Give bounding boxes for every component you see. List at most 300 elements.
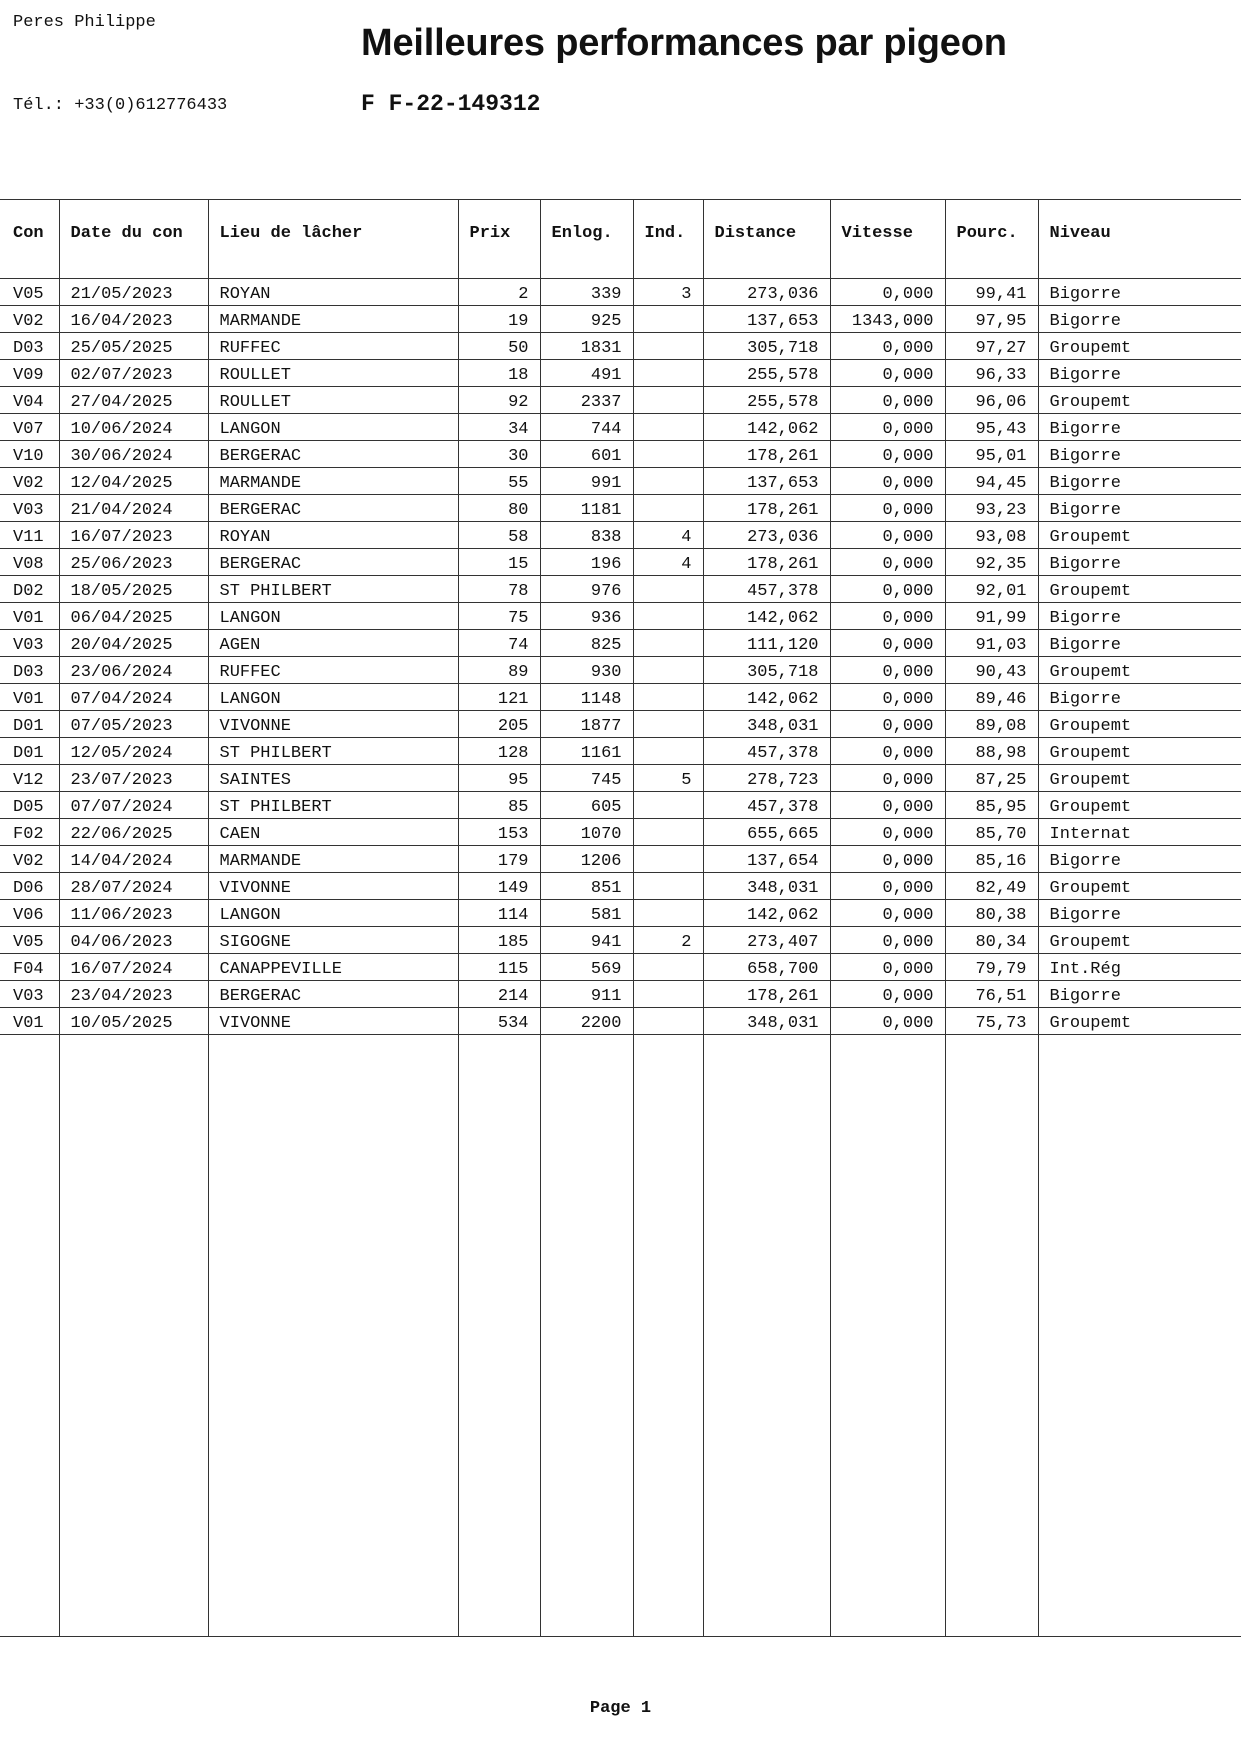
cell-enlog: 744: [540, 414, 633, 441]
cell-prix: 15: [458, 549, 540, 576]
table-row: [0, 495, 1241, 522]
cell-lieu: MARMANDE: [208, 468, 458, 495]
cell-enlog: 569: [540, 954, 633, 981]
cell-pourc: 91,03: [945, 630, 1038, 657]
cell-enlog: 2337: [540, 387, 633, 414]
table-row: [0, 468, 1241, 495]
cell-con: V06: [0, 900, 59, 927]
cell-prix: 179: [458, 846, 540, 873]
cell-date: 07/07/2024: [59, 792, 208, 819]
pigeon-ring-number: F F-22-149312: [361, 91, 541, 117]
table-row: [0, 981, 1241, 1008]
cell-date: 23/04/2023: [59, 981, 208, 1008]
cell-vitesse: 0,000: [830, 873, 945, 900]
table-row: [0, 684, 1241, 711]
cell-prix: 74: [458, 630, 540, 657]
cell-distance: 348,031: [703, 873, 830, 900]
cell-pourc: 96,33: [945, 360, 1038, 387]
cell-enlog: 2200: [540, 1008, 633, 1035]
cell-prix: 34: [458, 414, 540, 441]
cell-distance: 348,031: [703, 1008, 830, 1035]
cell-vitesse: 0,000: [830, 684, 945, 711]
cell-pourc: 93,23: [945, 495, 1038, 522]
cell-lieu: CANAPPEVILLE: [208, 954, 458, 981]
cell-date: 04/06/2023: [59, 927, 208, 954]
cell-pourc: 85,70: [945, 819, 1038, 846]
cell-date: 02/07/2023: [59, 360, 208, 387]
cell-niveau: Bigorre: [1038, 468, 1241, 495]
cell-lieu: BERGERAC: [208, 981, 458, 1008]
cell-pourc: 82,49: [945, 873, 1038, 900]
column-header-lieu: Lieu de lâcher: [208, 200, 458, 279]
cell-enlog: 491: [540, 360, 633, 387]
cell-date: 16/04/2023: [59, 306, 208, 333]
cell-date: 20/04/2025: [59, 630, 208, 657]
phone-number: Tél.: +33(0)612776433: [13, 96, 228, 115]
cell-ind: [633, 846, 703, 873]
cell-date: 14/04/2024: [59, 846, 208, 873]
table-row: [0, 549, 1241, 576]
cell-vitesse: 0,000: [830, 819, 945, 846]
cell-distance: 658,700: [703, 954, 830, 981]
table-row: [0, 279, 1241, 306]
cell-distance: 273,036: [703, 522, 830, 549]
cell-niveau: Bigorre: [1038, 549, 1241, 576]
cell-con: V01: [0, 1008, 59, 1035]
cell-ind: [633, 441, 703, 468]
cell-vitesse: 0,000: [830, 495, 945, 522]
cell-enlog: 851: [540, 873, 633, 900]
cell-niveau: Bigorre: [1038, 414, 1241, 441]
cell-con: D06: [0, 873, 59, 900]
cell-niveau: Int.Rég: [1038, 954, 1241, 981]
cell-niveau: Groupemt: [1038, 576, 1241, 603]
cell-distance: 457,378: [703, 576, 830, 603]
column-header-niveau: Niveau: [1038, 200, 1241, 279]
cell-vitesse: 0,000: [830, 846, 945, 873]
cell-con: F02: [0, 819, 59, 846]
table-row: [0, 711, 1241, 738]
performance-table: [0, 199, 1241, 1637]
cell-prix: 58: [458, 522, 540, 549]
cell-pourc: 95,43: [945, 414, 1038, 441]
table-row: [0, 360, 1241, 387]
cell-date: 30/06/2024: [59, 441, 208, 468]
cell-distance: 305,718: [703, 333, 830, 360]
cell-con: V03: [0, 981, 59, 1008]
cell-niveau: Internat: [1038, 819, 1241, 846]
cell-vitesse: 0,000: [830, 441, 945, 468]
cell-prix: 92: [458, 387, 540, 414]
cell-ind: [633, 981, 703, 1008]
cell-con: V03: [0, 495, 59, 522]
cell-niveau: Groupemt: [1038, 657, 1241, 684]
cell-vitesse: 0,000: [830, 360, 945, 387]
cell-vitesse: 0,000: [830, 468, 945, 495]
table-row: [0, 522, 1241, 549]
page-number: Page 1: [589, 1699, 652, 1718]
cell-con: V04: [0, 387, 59, 414]
table-row: [0, 603, 1241, 630]
cell-enlog: 936: [540, 603, 633, 630]
cell-ind: [633, 495, 703, 522]
cell-date: 10/06/2024: [59, 414, 208, 441]
cell-pourc: 80,38: [945, 900, 1038, 927]
table-row: [0, 873, 1241, 900]
cell-ind: 4: [633, 549, 703, 576]
cell-pourc: 79,79: [945, 954, 1038, 981]
cell-distance: 655,665: [703, 819, 830, 846]
table-row: [0, 819, 1241, 846]
cell-enlog: 1831: [540, 333, 633, 360]
cell-lieu: ROYAN: [208, 522, 458, 549]
cell-niveau: Groupemt: [1038, 333, 1241, 360]
cell-ind: [633, 333, 703, 360]
cell-niveau: Groupemt: [1038, 792, 1241, 819]
cell-prix: 30: [458, 441, 540, 468]
cell-date: 22/06/2025: [59, 819, 208, 846]
cell-prix: 2: [458, 279, 540, 306]
cell-pourc: 97,27: [945, 333, 1038, 360]
cell-con: V12: [0, 765, 59, 792]
cell-pourc: 85,95: [945, 792, 1038, 819]
cell-enlog: 1877: [540, 711, 633, 738]
cell-distance: 111,120: [703, 630, 830, 657]
cell-distance: 255,578: [703, 360, 830, 387]
cell-ind: [633, 387, 703, 414]
cell-lieu: VIVONNE: [208, 1008, 458, 1035]
cell-vitesse: 0,000: [830, 387, 945, 414]
cell-niveau: Groupemt: [1038, 522, 1241, 549]
table-row: [0, 306, 1241, 333]
cell-pourc: 91,99: [945, 603, 1038, 630]
cell-lieu: ROULLET: [208, 360, 458, 387]
cell-enlog: 1070: [540, 819, 633, 846]
cell-vitesse: 0,000: [830, 711, 945, 738]
cell-enlog: 605: [540, 792, 633, 819]
cell-con: V08: [0, 549, 59, 576]
cell-con: V01: [0, 684, 59, 711]
cell-ind: [633, 954, 703, 981]
cell-enlog: 941: [540, 927, 633, 954]
table-row: [0, 630, 1241, 657]
cell-distance: 273,036: [703, 279, 830, 306]
cell-prix: 95: [458, 765, 540, 792]
cell-con: V10: [0, 441, 59, 468]
cell-lieu: BERGERAC: [208, 495, 458, 522]
cell-prix: 55: [458, 468, 540, 495]
cell-pourc: 97,95: [945, 306, 1038, 333]
cell-vitesse: 0,000: [830, 738, 945, 765]
cell-con: V02: [0, 468, 59, 495]
cell-con: D02: [0, 576, 59, 603]
cell-prix: 18: [458, 360, 540, 387]
cell-con: V07: [0, 414, 59, 441]
cell-niveau: Groupemt: [1038, 711, 1241, 738]
cell-lieu: ROULLET: [208, 387, 458, 414]
cell-lieu: BERGERAC: [208, 549, 458, 576]
cell-date: 21/05/2023: [59, 279, 208, 306]
cell-niveau: Bigorre: [1038, 684, 1241, 711]
cell-pourc: 75,73: [945, 1008, 1038, 1035]
cell-prix: 114: [458, 900, 540, 927]
cell-distance: 278,723: [703, 765, 830, 792]
cell-date: 12/04/2025: [59, 468, 208, 495]
cell-date: 25/06/2023: [59, 549, 208, 576]
cell-pourc: 93,08: [945, 522, 1038, 549]
cell-ind: [633, 873, 703, 900]
cell-date: 10/05/2025: [59, 1008, 208, 1035]
cell-vitesse: 0,000: [830, 333, 945, 360]
cell-con: V05: [0, 927, 59, 954]
cell-prix: 19: [458, 306, 540, 333]
cell-ind: [633, 1008, 703, 1035]
cell-date: 23/06/2024: [59, 657, 208, 684]
cell-distance: 178,261: [703, 981, 830, 1008]
cell-lieu: ROYAN: [208, 279, 458, 306]
cell-vitesse: 0,000: [830, 630, 945, 657]
cell-enlog: 1181: [540, 495, 633, 522]
cell-pourc: 94,45: [945, 468, 1038, 495]
cell-prix: 80: [458, 495, 540, 522]
cell-date: 16/07/2023: [59, 522, 208, 549]
cell-date: 06/04/2025: [59, 603, 208, 630]
cell-ind: 2: [633, 927, 703, 954]
table-row: [0, 414, 1241, 441]
cell-prix: 214: [458, 981, 540, 1008]
cell-ind: [633, 603, 703, 630]
cell-prix: 128: [458, 738, 540, 765]
cell-lieu: SIGOGNE: [208, 927, 458, 954]
cell-ind: [633, 819, 703, 846]
cell-distance: 178,261: [703, 495, 830, 522]
cell-ind: [633, 306, 703, 333]
cell-distance: 137,653: [703, 468, 830, 495]
cell-ind: [633, 468, 703, 495]
table-row: [0, 657, 1241, 684]
cell-prix: 75: [458, 603, 540, 630]
cell-vitesse: 1343,000: [830, 306, 945, 333]
table-row: [0, 576, 1241, 603]
cell-enlog: 925: [540, 306, 633, 333]
cell-niveau: Groupemt: [1038, 387, 1241, 414]
cell-lieu: LANGON: [208, 414, 458, 441]
cell-vitesse: 0,000: [830, 414, 945, 441]
cell-niveau: Bigorre: [1038, 603, 1241, 630]
cell-prix: 78: [458, 576, 540, 603]
column-header-ind: Ind.: [633, 200, 703, 279]
cell-pourc: 87,25: [945, 765, 1038, 792]
cell-niveau: Groupemt: [1038, 1008, 1241, 1035]
cell-enlog: 1148: [540, 684, 633, 711]
cell-ind: [633, 630, 703, 657]
cell-enlog: 581: [540, 900, 633, 927]
cell-distance: 457,378: [703, 792, 830, 819]
cell-con: V03: [0, 630, 59, 657]
cell-prix: 153: [458, 819, 540, 846]
cell-enlog: 911: [540, 981, 633, 1008]
cell-con: V02: [0, 846, 59, 873]
cell-enlog: 196: [540, 549, 633, 576]
cell-pourc: 90,43: [945, 657, 1038, 684]
cell-con: D03: [0, 333, 59, 360]
cell-ind: [633, 414, 703, 441]
cell-lieu: LANGON: [208, 603, 458, 630]
cell-date: 11/06/2023: [59, 900, 208, 927]
cell-enlog: 1161: [540, 738, 633, 765]
cell-enlog: 991: [540, 468, 633, 495]
cell-enlog: 601: [540, 441, 633, 468]
cell-enlog: 930: [540, 657, 633, 684]
cell-ind: [633, 738, 703, 765]
table-row: [0, 954, 1241, 981]
cell-date: 18/05/2025: [59, 576, 208, 603]
cell-niveau: Bigorre: [1038, 630, 1241, 657]
cell-lieu: ST PHILBERT: [208, 738, 458, 765]
cell-lieu: SAINTES: [208, 765, 458, 792]
cell-con: V02: [0, 306, 59, 333]
cell-niveau: Bigorre: [1038, 495, 1241, 522]
cell-vitesse: 0,000: [830, 657, 945, 684]
cell-distance: 305,718: [703, 657, 830, 684]
cell-niveau: Groupemt: [1038, 873, 1241, 900]
owner-name: Peres Philippe: [13, 13, 156, 32]
cell-date: 23/07/2023: [59, 765, 208, 792]
cell-prix: 50: [458, 333, 540, 360]
cell-lieu: MARMANDE: [208, 846, 458, 873]
table-row: [0, 1008, 1241, 1035]
cell-niveau: Groupemt: [1038, 765, 1241, 792]
cell-distance: 348,031: [703, 711, 830, 738]
table-row: [0, 846, 1241, 873]
cell-date: 12/05/2024: [59, 738, 208, 765]
column-header-con: Con: [0, 200, 59, 279]
cell-enlog: 976: [540, 576, 633, 603]
cell-distance: 142,062: [703, 603, 830, 630]
cell-ind: [633, 576, 703, 603]
column-header-prix: Prix: [458, 200, 540, 279]
cell-con: D05: [0, 792, 59, 819]
cell-pourc: 85,16: [945, 846, 1038, 873]
cell-con: V05: [0, 279, 59, 306]
cell-pourc: 95,01: [945, 441, 1038, 468]
cell-ind: 3: [633, 279, 703, 306]
cell-enlog: 339: [540, 279, 633, 306]
cell-pourc: 88,98: [945, 738, 1038, 765]
cell-pourc: 92,01: [945, 576, 1038, 603]
table-row: [0, 765, 1241, 792]
cell-date: 25/05/2025: [59, 333, 208, 360]
cell-distance: 273,407: [703, 927, 830, 954]
cell-lieu: CAEN: [208, 819, 458, 846]
cell-con: F04: [0, 954, 59, 981]
column-header-vitesse: Vitesse: [830, 200, 945, 279]
cell-date: 07/04/2024: [59, 684, 208, 711]
cell-distance: 142,062: [703, 900, 830, 927]
table-row: [0, 333, 1241, 360]
cell-ind: 4: [633, 522, 703, 549]
cell-date: 16/07/2024: [59, 954, 208, 981]
cell-vitesse: 0,000: [830, 954, 945, 981]
cell-distance: 178,261: [703, 549, 830, 576]
column-header-pourc: Pourc.: [945, 200, 1038, 279]
cell-pourc: 76,51: [945, 981, 1038, 1008]
cell-con: V09: [0, 360, 59, 387]
cell-pourc: 96,06: [945, 387, 1038, 414]
cell-lieu: AGEN: [208, 630, 458, 657]
cell-vitesse: 0,000: [830, 900, 945, 927]
cell-prix: 115: [458, 954, 540, 981]
table-row: [0, 792, 1241, 819]
cell-distance: 142,062: [703, 414, 830, 441]
cell-ind: 5: [633, 765, 703, 792]
cell-distance: 255,578: [703, 387, 830, 414]
cell-vitesse: 0,000: [830, 927, 945, 954]
cell-niveau: Bigorre: [1038, 279, 1241, 306]
cell-ind: [633, 711, 703, 738]
cell-pourc: 89,08: [945, 711, 1038, 738]
cell-lieu: MARMANDE: [208, 306, 458, 333]
cell-vitesse: 0,000: [830, 279, 945, 306]
cell-vitesse: 0,000: [830, 522, 945, 549]
table-row: [0, 738, 1241, 765]
table-header-row: [0, 200, 1241, 279]
cell-con: D01: [0, 738, 59, 765]
cell-ind: [633, 657, 703, 684]
cell-lieu: ST PHILBERT: [208, 792, 458, 819]
cell-date: 27/04/2025: [59, 387, 208, 414]
cell-ind: [633, 900, 703, 927]
cell-lieu: BERGERAC: [208, 441, 458, 468]
cell-date: 07/05/2023: [59, 711, 208, 738]
cell-enlog: 838: [540, 522, 633, 549]
cell-prix: 185: [458, 927, 540, 954]
cell-prix: 121: [458, 684, 540, 711]
cell-vitesse: 0,000: [830, 549, 945, 576]
cell-niveau: Bigorre: [1038, 981, 1241, 1008]
cell-con: D01: [0, 711, 59, 738]
cell-con: V01: [0, 603, 59, 630]
cell-lieu: LANGON: [208, 684, 458, 711]
cell-prix: 85: [458, 792, 540, 819]
cell-vitesse: 0,000: [830, 603, 945, 630]
cell-vitesse: 0,000: [830, 981, 945, 1008]
cell-vitesse: 0,000: [830, 765, 945, 792]
cell-niveau: Groupemt: [1038, 927, 1241, 954]
table-row: [0, 441, 1241, 468]
cell-date: 21/04/2024: [59, 495, 208, 522]
cell-pourc: 92,35: [945, 549, 1038, 576]
cell-con: D03: [0, 657, 59, 684]
cell-niveau: Bigorre: [1038, 441, 1241, 468]
cell-lieu: VIVONNE: [208, 873, 458, 900]
cell-niveau: Bigorre: [1038, 900, 1241, 927]
cell-enlog: 1206: [540, 846, 633, 873]
cell-distance: 142,062: [703, 684, 830, 711]
cell-lieu: RUFFEC: [208, 657, 458, 684]
cell-niveau: Groupemt: [1038, 738, 1241, 765]
cell-distance: 137,654: [703, 846, 830, 873]
column-header-distance: Distance: [703, 200, 830, 279]
cell-prix: 149: [458, 873, 540, 900]
cell-pourc: 99,41: [945, 279, 1038, 306]
cell-date: 28/07/2024: [59, 873, 208, 900]
cell-vitesse: 0,000: [830, 792, 945, 819]
cell-vitesse: 0,000: [830, 576, 945, 603]
cell-pourc: 80,34: [945, 927, 1038, 954]
cell-con: V11: [0, 522, 59, 549]
cell-prix: 205: [458, 711, 540, 738]
